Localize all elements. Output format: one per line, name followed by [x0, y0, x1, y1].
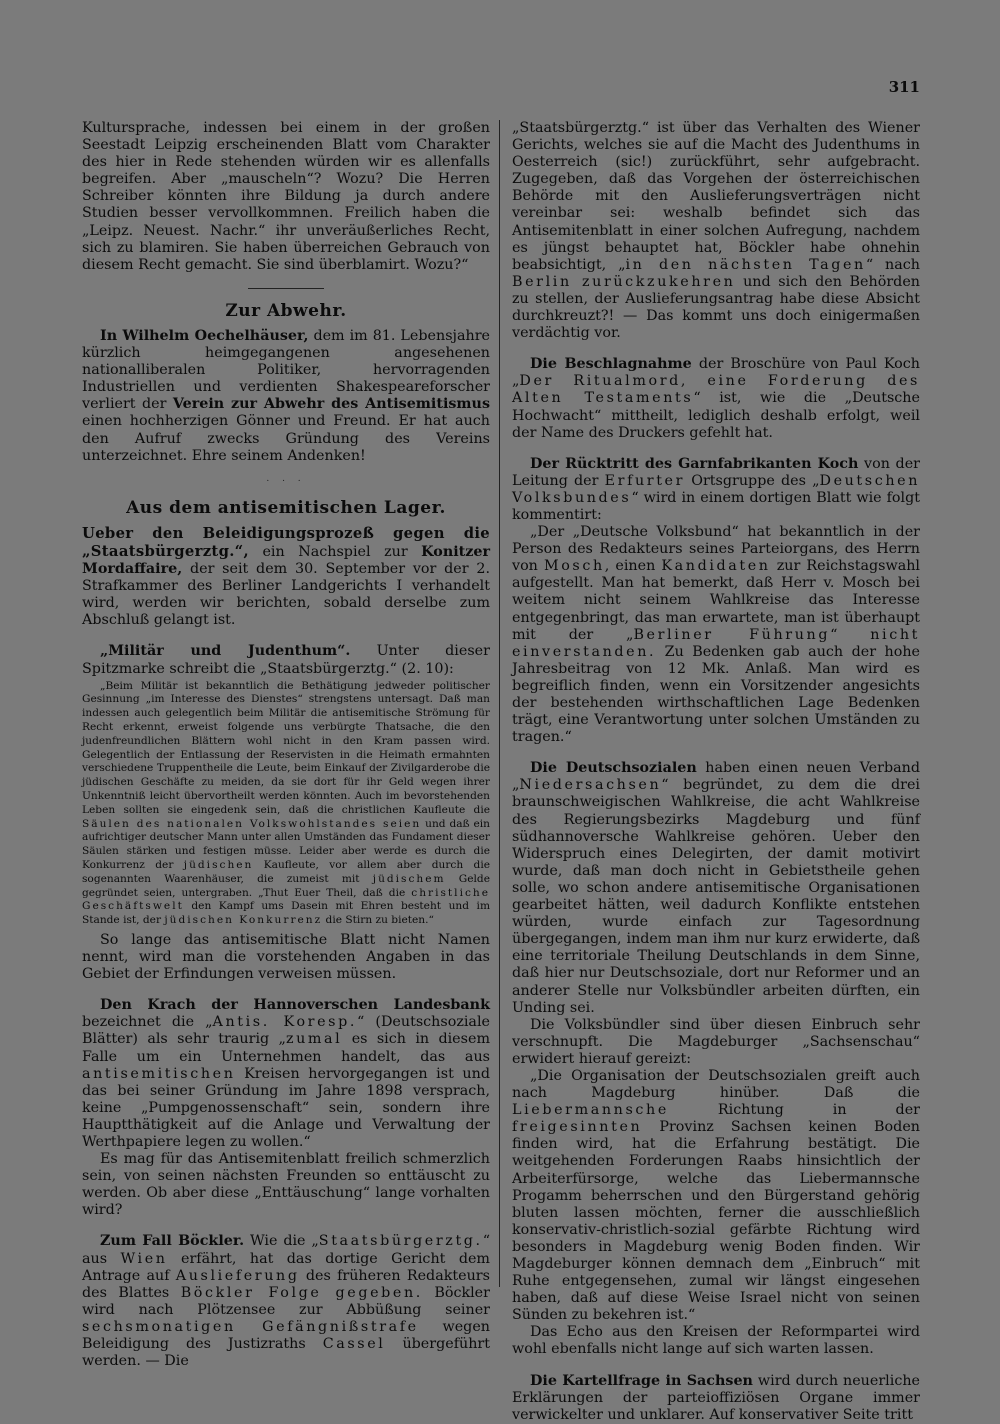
right-column [512, 120, 920, 1424]
article-deutschsoziale: Die Deutschsozialen haben einen neuen Verband „Niedersachsen“ begründet, zu dem die drei braunschweigischen Wahlkreise, die acht Wahlkreise des Regierungsbezirks Magdeburg und fünf südhannoversche Wahlkreise gehören. Ueber den Widerspruch eines Delegirten, der damit motivirt wurde, daß man doch nicht in Gebietstheile gehen solle, wo schon andere antisemitische Organisationen gearbeitet hätten, weil dadurch Konflikte entstehen würden, wurde einfach zur Tagesordnung übergegangen, indem man ihm nur kurz erwiderte, daß eine territoriale Theilung Deutschlands in dem Sinne, daß hier nur Deutschsoziale, dort nur Reformer und an anderer Stelle nur Volksbündler arbeiten dürften, ein Unding sei. [512, 760, 920, 1016]
article-lead: In Wilhelm Oechelhäuser, [100, 327, 309, 344]
article-boeckler: Zum Fall Böckler. Wie die „Staatsbürgerztg.“ aus Wien erfährt, hat das dortige Gericht dem Antrage auf Auslieferung des früheren Redakteurs des Blattes Böckler Folge gegeben. Böckler wird nach Plötzensee zur Abbüßung seiner sechsmonatigen Gefängnißstrafe wegen Beleidigung des Justizraths Cassel übergeführt werden. — Die [82, 1233, 491, 1370]
quote-militaer: „Beim Militär ist bekanntlich die Bethätigung jedweder politischer Gesinnung „im Interesse des Dienstes“ strengstens untersagt. Daß man indessen auch gelegentlich beim Militär die antisemitische Strömung für Recht erkennt, erweist folgende uns verbürgte Thatsache, die den judenfreundlichen Blättern wohl nicht in den Kram passen wird. Gelegentlich der Entlassung der Reservisten in die Heimath ermahnten verschiedene Truppentheile die Leute, beim Einkauf der Zivilgarderobe die jüdischen Geschäfte zu meiden, da sie dort für ihr Geld wegen ihrer Unkenntniß leicht übervortheilt werden könnten. Auch im bevorstehenden Leben sollten sie eingedenk sein, daß die christlichen Kaufleute die Säulen des nationalen Volkswohlstandes seien und daß ein aufrichtiger deutscher Mann unter allen Umständen das Fundament dieser Säulen stärken und festigen müsse. Leider aber werde es durch die Konkurrenz der jüdischen Kaufleute, vor allem aber durch die sogenannten Waarenhäuser, die zumeist mit jüdischem Gelde gegründet seien, untergraben. „Thut Euer Theil, daß die christliche Geschäftswelt den Kampf ums Dasein mit Ehren besteht und im Stande ist, der jüdischen Konkurrenz die Stirn zu bieten.“ [82, 679, 491, 927]
page-number: 311 [888, 78, 920, 96]
article-lead: Die Beschlagnahme [530, 356, 692, 373]
article-lead: Zum Fall Böckler. [100, 1233, 245, 1250]
verein-name: Verein zur Abwehr des Antisemitismus [172, 396, 491, 413]
article-lead: „Militär und Judenthum“. [100, 643, 351, 660]
paragraph-volksbuendler: Die Volksbündler sind über diesen Einbruch sehr verschnupft. Die Magdeburger „Sachsenschau“ erwidert hierauf gereizt: [512, 1016, 920, 1067]
paragraph-krach-comment: Es mag für das Antisemitenblatt freilich schmerzlich sein, von seinen nächsten Freunden so enttäuscht zu werden. Ob aber diese „Enttäuschung“ lange vorhalten wird? [82, 1151, 490, 1219]
paragraph-reformpartei: Das Echo aus den Kreisen der Reformpartei wird wohl ebenfalls nicht lange auf sich warten lassen. [512, 1324, 920, 1358]
separator-dots: . . . [266, 473, 306, 484]
section-heading-lager: Aus dem antisemitischen Lager. [126, 497, 446, 518]
section-heading-abwehr: Zur Abwehr. [225, 300, 347, 321]
article-krach: Den Krach der Hannoverschen Landesbank bezeichnet die „Antis. Koresp.“ (Deutschsoziale Blätter) als sehr traurig „zumal es sich in diesem Falle um ein Unternehmen handelt, das aus antisemitischen Kreisen hervorgegangen ist und das bei seiner Gründung im Jahre 1898 versprach, keine „Pumpgenossenschaft“ sein, sondern ihre Hauptthätigkeit auf die Anlage und Verwaltung der Werthpapiere legen zu wollen.“ [82, 997, 490, 1150]
quote-sachsenschau: „Die Organisation der Deutschsozialen greift auch nach Magdeburg hinüber. Daß die Liebermannsche Richtung in der freigesinnten Provinz Sachsen keinen Boden finden wird, hat die Erfahrung bestätigt. Die weitgehenden Forderungen Raabs hinsichtlich der Arbeiterfürsorge, welche das Liebermannsche Progamm beherrschen und den Bürgerstand gehörig bluten lassen möchten, ferner die ausschließlich konservativ-christlich-sozial gefärbte Richtung wird besonders in Magdeburg wenig Boden finden. Wir Magdeburger können demnach dem „Einbruch“ mit Ruhe entgegensehen, zumal wir längst eingesehen haben, daß auf diese Weise Israel nicht von seinen Sünden zu bekehren ist.“ [512, 1067, 920, 1324]
article-lead: Die Kartellfrage in Sachsen [530, 1372, 753, 1389]
article-oechelhaeuser: In Wilhelm Oechelhäuser, dem im 81. Lebensjahre kürzlich heimgegangenen angesehenen nationalliberalen Politiker, hervorragenden Industriellen und verdienten Shakespeareforscher verliert der Verein zur Abwehr des Antisemitismus einen hochherzigen Gönner und Freund. Er hat auch den Aufruf zwecks Gründung des Vereins unterzeichnet. Ehre seinem Andenken! [82, 327, 491, 464]
paragraph-continued-boeckler: „Staatsbürgerztg.“ ist über das Verhalten des Wiener Gerichts, welches sie auf die Macht des Judenthums in Oesterreich (sic!) zurückführt, sehr aufgebracht. Zugegeben, daß das Vorgehen der österreichischen Behörde mit den Auslieferungsverträgen nicht vereinbar sei: weshalb befindet sich das Antisemitenblatt in einer solchen Aufregung, nachdem es jüngst behauptet hat, Böckler habe ohnehin beabsichtigt, „in den nächsten Tagen“ nach Berlin zurückzukehren und sich den Behörden zu stellen, der Auslieferungsantrag habe diese Absicht durchkreuzt?! — Das kommt uns doch einigermaßen verdächtig vor. [512, 120, 920, 342]
quote-ruecktritt: „Der „Deutsche Volksbund“ hat bekanntlich in der Person des Redakteurs seines Parteiorgans, des Herrn von Mosch, einen Kandidaten zur Reichstagswahl aufgestellt. Man hat bemerkt, daß Herr v. Mosch bei weitem nicht seinem Wahlkreise das Interesse entgegenbringt, das man erwartete, man ist überhaupt mit der „Berliner Führung“ nicht einverstanden. Zu Bedenken gab auch der hohe Jahresbeitrag von 12 Mk. Anlaß. Man wird es begreiflich finden, wenn ein Vorsitzender angesichts der bestehenden wirthschaftlichen Lage Bedenken trägt, eine Verantwortung unter solchen Umständen zu tragen.“ [512, 524, 920, 746]
article-ruecktritt: Der Rücktritt des Garnfabrikanten Koch von der Leitung der Erfurter Ortsgruppe des „Deutschen Volksbundes“ wird in einem dortigen Blatt wie folgt kommentirt: [512, 455, 921, 523]
paragraph-militaer-comment: So lange das antisemitische Blatt nicht Namen nennt, wird man die vorstehenden Angaben in das Gebiet der Erfindungen verweisen müssen. [82, 931, 490, 983]
article-lead: Den Krach der Hannoverschen Landesbank [100, 997, 490, 1014]
article-lead: Die Deutschsozialen [530, 760, 697, 777]
article-beleidigungsprozess: Ueber den Beleidigungsprozeß gegen die „Staatsbürgerztg.“, ein Nachspiel zur Konitzer Mordaffaire, der seit dem 30. September vor der 2. Strafkammer des Berliner Landgerichts I verhandelt wird, werden wir berichten, sobald derselbe zum Abschluß gelangt ist. [82, 524, 490, 629]
left-column [82, 120, 490, 1370]
column-divider [499, 120, 500, 1287]
paragraph-continued: Kultursprache, indessen bei einem in der großen Seestadt Leipzig erscheinenden Blatt vom Charakter des hier in Rede stehenden würden wir es allenfalls begreifen. Aber „mauscheln“? Wozu? Die Herren Schreiber könnten ihre Bildung ja durch andere Studien besser vervollkommnen. Freilich haben die „Leipz. Neuest. Nachr.“ ihr unveräußerliches Recht, sich zu blamiren. Sie haben überreichen Gebrauch von diesem Recht gemacht. Sie sind überblamirt. Wozu?“ [82, 120, 490, 273]
article-lead: Ueber den Beleidigungsprozeß gegen die „Staatsbürgerztg.“, [82, 524, 490, 560]
article-militaer: „Militär und Judenthum“. Unter dieser Spitzmarke schreibt die „Staatsbürgerztg.“ (2. 10): [82, 643, 490, 677]
article-lead: Der Rücktritt des Garnfabrikanten Koch [530, 455, 859, 472]
section-rule [248, 288, 324, 289]
article-kartellfrage: Die Kartellfrage in Sachsen wird durch neuerliche Erklärungen der parteioffiziösen Organe immer verwickelter und unklarer. Auf konservativer Seite tritt [512, 1372, 920, 1423]
article-beschlagnahme: Die Beschlagnahme der Broschüre von Paul Koch „Der Ritualmord, eine Forderung des Alten Testaments“ ist, wie die „Deutsche Hochwacht“ mittheilt, lediglich deshalb erfolgt, weil der Name des Druckers gefehlt hat. [512, 356, 921, 441]
